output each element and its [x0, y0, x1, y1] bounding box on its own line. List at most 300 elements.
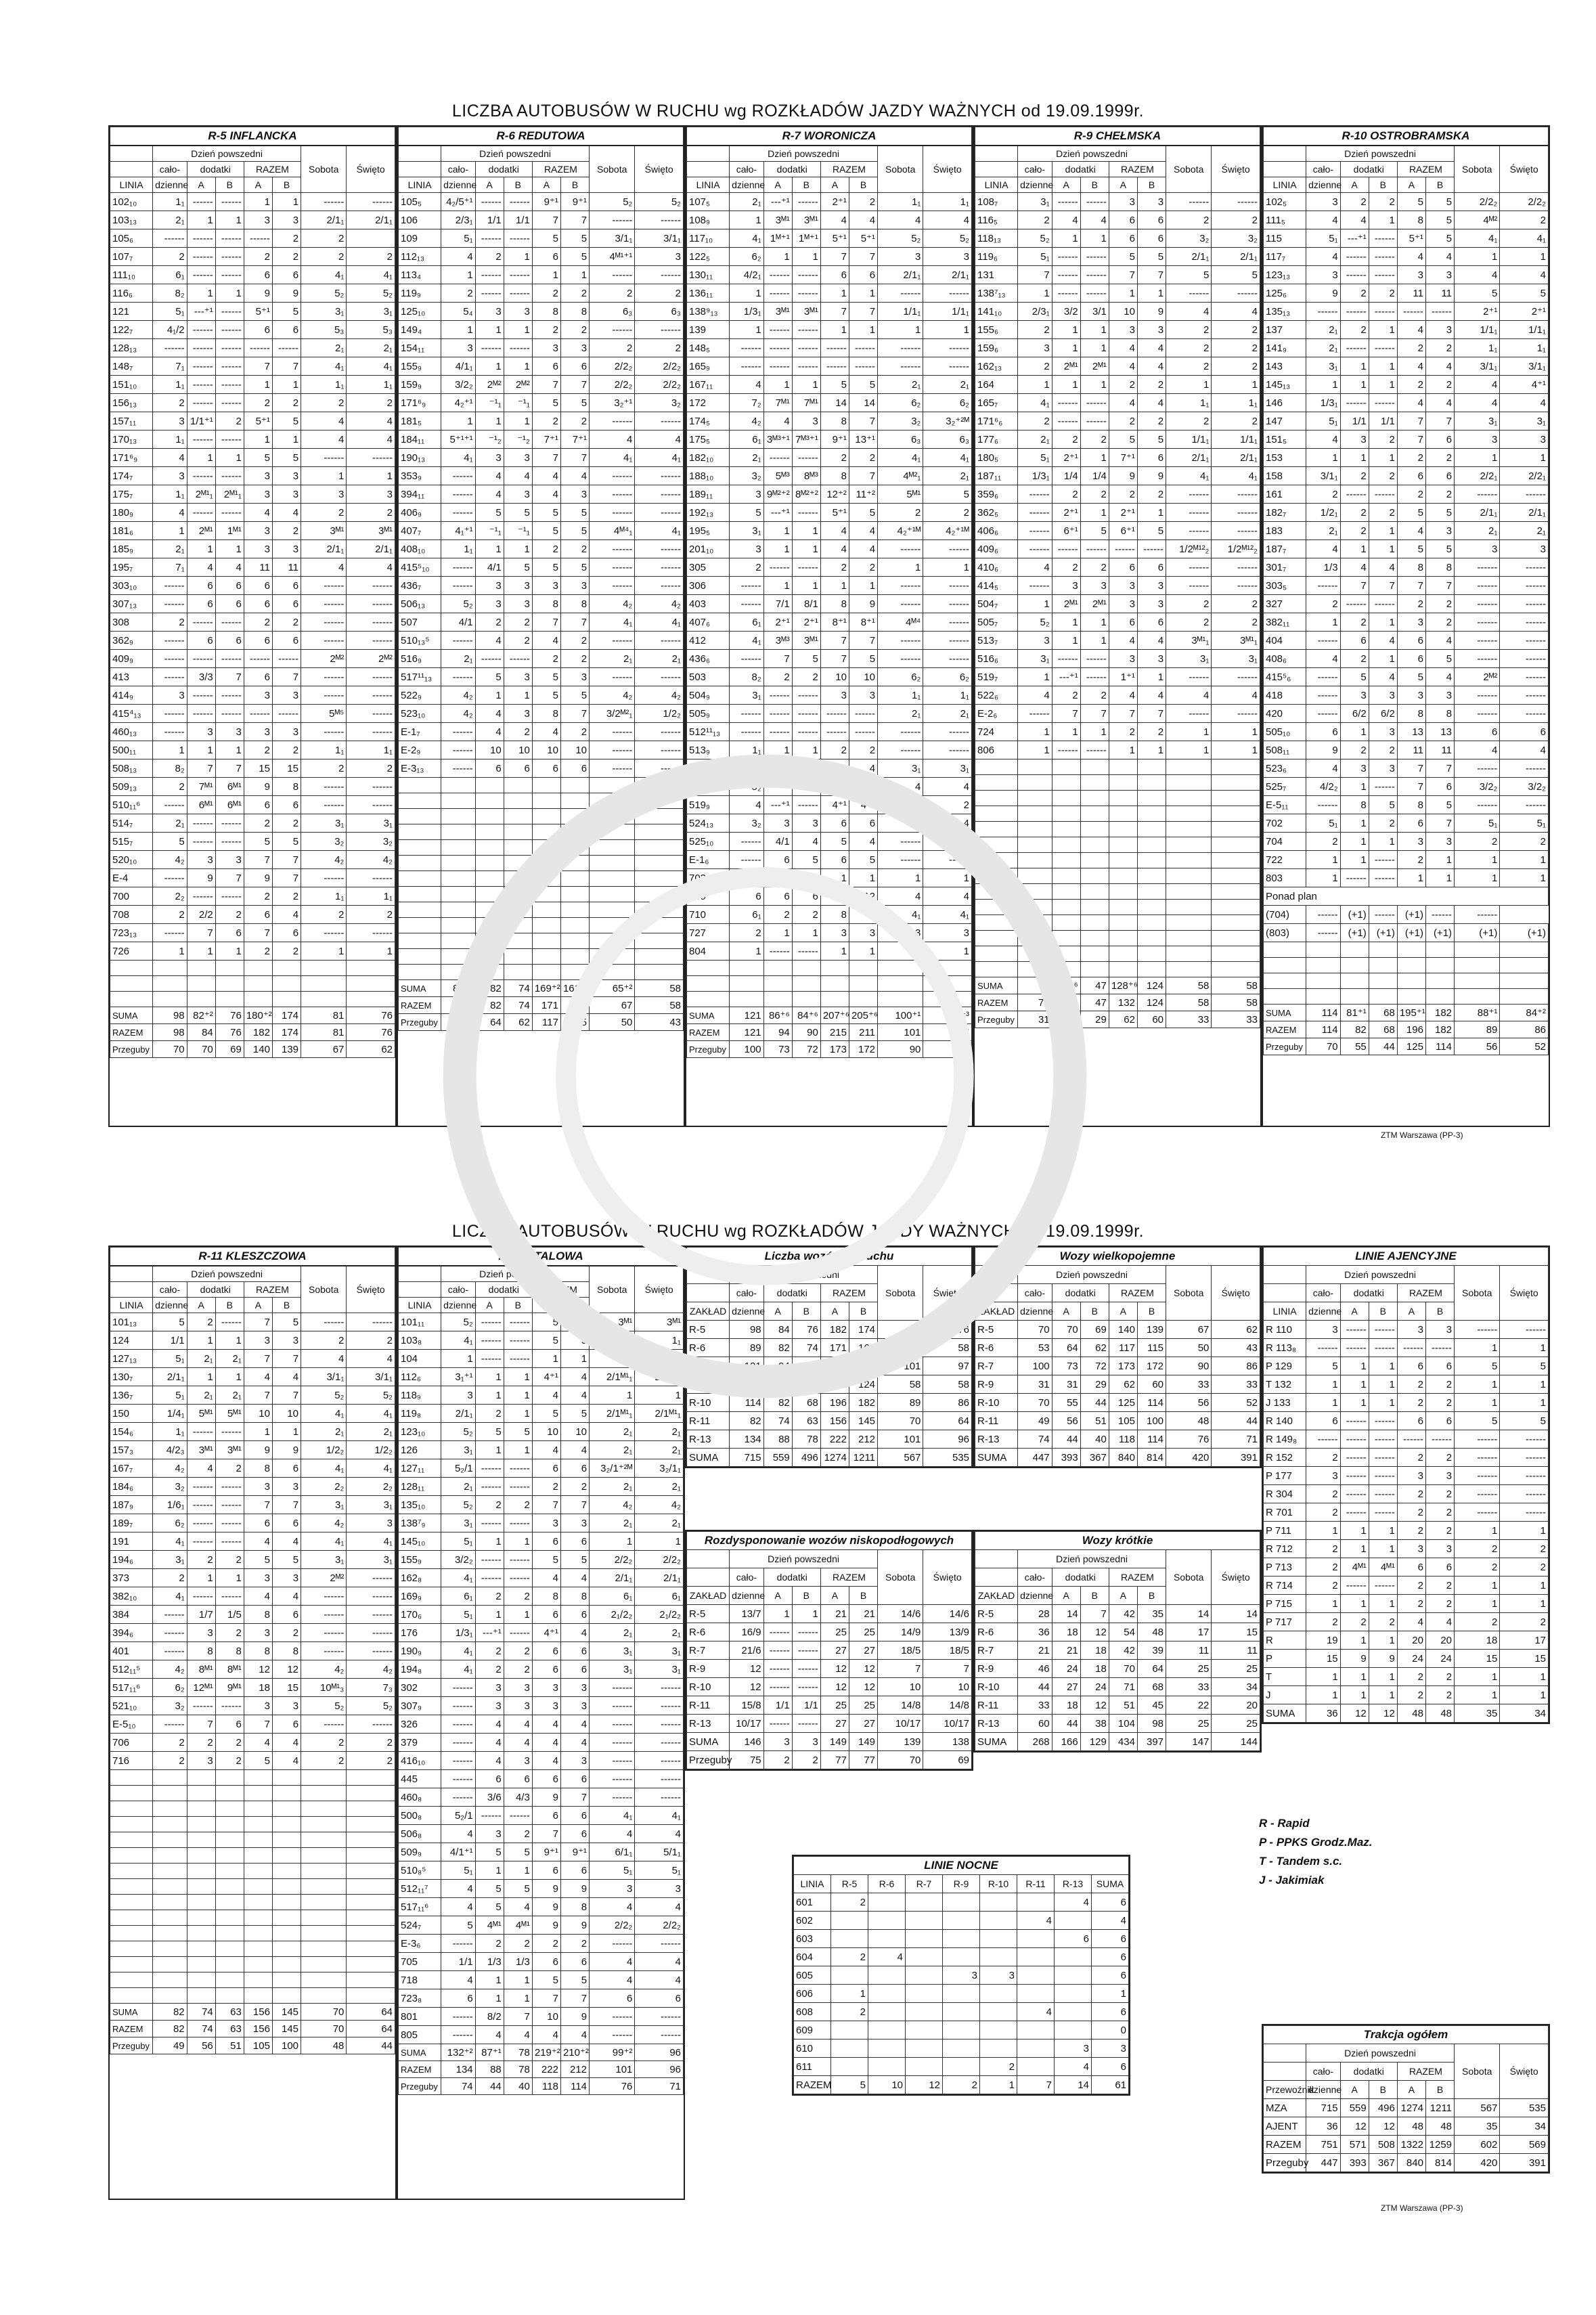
row-label: R 140	[1264, 1412, 1306, 1430]
table-row	[399, 1989, 684, 2008]
line-number: 165₉	[687, 357, 730, 376]
cell-value: ------	[923, 595, 972, 613]
line-number: 500₈	[399, 1807, 441, 1825]
cell-value: 4ᴹ⁴	[878, 613, 923, 632]
cell-value: 2	[272, 229, 301, 248]
cell-value: 2	[215, 1734, 244, 1752]
cell-value: 1	[635, 1386, 684, 1405]
summary-row	[975, 1412, 1260, 1430]
cell-value: 1	[878, 942, 923, 961]
total-value: 156	[244, 2021, 272, 2037]
cell-value: 3	[1397, 613, 1425, 632]
cell-value: ------	[215, 467, 244, 485]
cell-value: 8	[820, 906, 849, 924]
summary-row	[1264, 1485, 1549, 1503]
cell-value: 3/2₂	[1455, 778, 1500, 796]
cell-value: 4	[244, 1734, 272, 1752]
linia-header: ZAKŁAD	[975, 1302, 1018, 1321]
cell-value: 6	[792, 887, 820, 906]
legend-item: J - Jakimiak	[1259, 1874, 1325, 1887]
cell-value: 8	[272, 778, 301, 796]
ab-header: B	[792, 177, 820, 193]
total-value: 114	[1306, 1005, 1341, 1021]
cell-value: 114	[1137, 1430, 1166, 1449]
table-row	[110, 1441, 395, 1459]
line-number: 148₅	[687, 339, 730, 357]
cell-value: 124	[849, 1375, 877, 1394]
cell-value: ------	[475, 1313, 504, 1331]
summary-row	[975, 1449, 1260, 1467]
cell-value	[831, 2058, 868, 2076]
cell-value: ------	[153, 796, 187, 814]
cell-value: 2	[923, 504, 972, 522]
table-row	[399, 577, 684, 595]
cell-value: ------	[1340, 1449, 1369, 1467]
line-number: 722	[1264, 851, 1306, 869]
cell-value: 4	[560, 1734, 589, 1752]
cell-value: 3	[792, 1733, 820, 1751]
line-number: 155₉	[399, 357, 441, 376]
cell-value: 3	[1425, 522, 1454, 540]
cell-value: 3	[1018, 632, 1052, 650]
cell-value: 3/1₁	[347, 1368, 395, 1386]
sheet2	[108, 1245, 1550, 2200]
cell-value: 12	[730, 1678, 764, 1696]
sobota-header: Sobota	[878, 146, 923, 193]
line-number: 403	[687, 595, 730, 613]
cell-value: 3	[763, 814, 792, 833]
summary-row	[1264, 1558, 1549, 1577]
cell-value	[943, 1985, 980, 2003]
cell-value: 7	[504, 2008, 532, 2026]
table-row	[399, 1916, 684, 1935]
cell-value: 4	[1397, 1613, 1425, 1631]
cell-value: 20	[1397, 1631, 1425, 1650]
swieto-header: Święto	[635, 1266, 684, 1313]
total-value: 174	[272, 1024, 301, 1041]
table-row	[687, 266, 972, 284]
cell-value: ------	[475, 1569, 504, 1587]
cell-value: 4	[475, 1752, 504, 1770]
table-row	[110, 303, 395, 321]
cell-value: 6	[1137, 211, 1166, 229]
cell-value: 5	[475, 504, 504, 522]
cell-value: ------	[792, 1660, 820, 1678]
table-row	[399, 1569, 684, 1587]
cell-value: 2	[1080, 686, 1109, 705]
ab-header: A	[187, 177, 215, 193]
table-row	[687, 595, 972, 613]
cell-value: 2	[1397, 1522, 1425, 1540]
total-value: 86	[923, 1041, 972, 1058]
cell-value: 2	[763, 668, 792, 686]
total-value: 31	[1052, 1011, 1080, 1028]
cell-value: 4	[532, 485, 560, 504]
cell-value: ------	[730, 650, 764, 668]
cell-value: 18	[1080, 1660, 1109, 1678]
cell-value: 100	[1137, 1412, 1166, 1430]
ponad-plan-cell: ------	[1369, 906, 1397, 924]
cell-value	[980, 2021, 1017, 2040]
table-row	[399, 321, 684, 339]
cell-value: 211	[849, 1357, 877, 1375]
cell-value: ------	[1340, 1412, 1369, 1430]
line-number: 122₅	[687, 248, 730, 266]
table-row	[110, 376, 395, 394]
cell-value: 6₃	[878, 431, 923, 449]
cell-value: 2	[1306, 1558, 1341, 1577]
total-value: 114	[560, 2078, 589, 2095]
total-value: 210⁺²	[560, 2044, 589, 2061]
cell-value: 7	[923, 1660, 972, 1678]
table-row	[110, 1569, 395, 1587]
cell-value: 2/1₁	[301, 211, 347, 229]
cell-value: ------	[1455, 1485, 1500, 1503]
cell-value: 7	[1425, 577, 1454, 595]
cell-value: 3	[244, 211, 272, 229]
ab-header: B	[215, 1298, 244, 1313]
table-row	[110, 1715, 395, 1734]
cell-value: 2	[532, 321, 560, 339]
cell-value: 3₂	[730, 467, 764, 485]
cell-value: 7	[560, 1496, 589, 1514]
swieto-header: Święto	[347, 146, 395, 193]
cell-value: 5	[532, 1551, 560, 1569]
line-number: 504₉	[687, 686, 730, 705]
cell-value: 3	[532, 1697, 560, 1715]
line-number: 601	[794, 1893, 831, 1912]
table-row	[399, 1551, 684, 1569]
line-number: 514₁₁	[687, 759, 730, 778]
line-number: 123₁₃	[1264, 266, 1306, 284]
total-value: 31	[1018, 1011, 1052, 1028]
cell-value: 2	[849, 741, 877, 759]
cell-value: 2	[820, 449, 849, 467]
line-number: 159₆	[975, 339, 1018, 357]
cell-value: 2	[1397, 1503, 1425, 1522]
total-value: 121	[730, 1024, 764, 1041]
cell-value: 2	[1109, 485, 1137, 504]
cell-value: 393	[1340, 2154, 1369, 2172]
cell-value: ------	[1212, 284, 1260, 303]
cell-value: ------	[1018, 577, 1052, 595]
trakcja-ogolem-table	[1262, 2024, 1550, 2174]
cell-value: 2₁	[635, 1478, 684, 1496]
cell-value: 2₁	[187, 1386, 215, 1405]
row-label: R-11	[687, 1696, 730, 1715]
cell-value: 2	[1397, 1375, 1425, 1394]
ab-header: A	[1052, 1302, 1080, 1321]
total-value: 49	[153, 2037, 187, 2054]
cell-value: 89	[878, 1394, 923, 1412]
summary-row	[975, 1605, 1260, 1623]
line-number: E-2₆	[975, 705, 1018, 723]
table-row	[110, 1660, 395, 1679]
cell-value: 4	[820, 522, 849, 540]
table-row	[399, 2008, 684, 2026]
cell-value: ------	[635, 1697, 684, 1715]
line-number: 112₆	[399, 1368, 441, 1386]
line-number: 174₇	[110, 467, 153, 485]
cell-value: 1	[1340, 814, 1369, 833]
cell-value: 2	[878, 796, 923, 814]
cell-value: 3₂	[730, 814, 764, 833]
total-value: 117	[532, 1014, 560, 1031]
przeguby-label: Przeguby	[975, 1011, 1018, 1028]
cell-value: 1	[1212, 723, 1260, 741]
swieto-header: Święto	[923, 146, 972, 193]
cell-value: 2	[347, 1734, 395, 1752]
cell-value: 814	[1425, 2154, 1454, 2172]
cell-value: 4	[244, 504, 272, 522]
cell-value: 3	[475, 577, 504, 595]
cell-value: 5	[1500, 1357, 1549, 1375]
cell-value: 4₁	[347, 357, 395, 376]
cell-value: ------	[1500, 577, 1549, 595]
cell-value: 1₁	[153, 431, 187, 449]
cell-value: 8	[560, 595, 589, 613]
line-number: 362₉	[110, 632, 153, 650]
cell-value: ------	[1340, 1485, 1369, 1503]
cell-value: ------	[441, 1697, 476, 1715]
summary-row	[687, 1715, 972, 1733]
cell-value: ------	[792, 1623, 820, 1641]
line-number: 524₁₃	[687, 814, 730, 833]
table-row	[399, 1953, 684, 1971]
cell-value: 5	[849, 504, 877, 522]
cell-value: 1	[1500, 1375, 1549, 1394]
line-number: 111₁₀	[110, 266, 153, 284]
cell-value: ------	[878, 632, 923, 650]
table-row	[975, 686, 1260, 705]
blank-header	[975, 162, 1018, 177]
cell-value: ------	[1166, 284, 1212, 303]
cell-value: 2/1₁	[301, 540, 347, 558]
ab-header: A	[1109, 177, 1137, 193]
cell-value: 7	[244, 851, 272, 869]
cell-value: 5₂	[1018, 229, 1052, 248]
cell-value: 1211	[1425, 2099, 1454, 2117]
cell-value: 6	[244, 1514, 272, 1533]
cell-value: 6	[560, 1861, 589, 1880]
cell-value: 2/1₁	[1500, 504, 1549, 522]
cell-value: 367	[1080, 1449, 1109, 1467]
cell-value: 115	[1137, 1339, 1166, 1357]
cell-value: 4	[590, 1825, 635, 1843]
cell-value: 71	[1109, 1678, 1137, 1696]
cell-value: ------	[187, 248, 215, 266]
suma-label: SUMA	[1264, 1005, 1306, 1021]
cell-value: 7₂	[730, 394, 764, 412]
line-number: 180₅	[975, 449, 1018, 467]
cell-value	[1017, 1930, 1055, 1948]
line-number: 105₅	[399, 193, 441, 211]
cell-value: 10	[532, 1423, 560, 1441]
line-number: 145₁₃	[1264, 376, 1306, 394]
cell-value: 5₃	[301, 321, 347, 339]
cell-value: 11	[244, 558, 272, 577]
cell-value: 3	[475, 1825, 504, 1843]
table-row	[399, 504, 684, 522]
total-value: 84⁺²	[1500, 1005, 1549, 1021]
block-title: R-9 CHEŁMSKA	[975, 127, 1260, 146]
cell-value: 33	[1212, 1375, 1260, 1394]
cell-value: 2	[215, 412, 244, 431]
cell-value: 2	[560, 650, 589, 668]
cell-value: 3	[590, 1880, 635, 1898]
cell-value: 3	[1369, 723, 1397, 741]
cell-value: 1	[1455, 1339, 1500, 1357]
total-value: 73	[763, 1041, 792, 1058]
cell-value: 2	[1212, 321, 1260, 339]
line-number: 524₇	[399, 1916, 441, 1935]
cell-value: 3	[1397, 1540, 1425, 1558]
cell-value: 25	[1212, 1660, 1260, 1678]
cell-value: 2	[347, 394, 395, 412]
line-number: 525₇	[1264, 778, 1306, 796]
cell-value: ------	[1212, 522, 1260, 540]
cell-value: 567	[878, 1449, 923, 1467]
dodatki-header: dodatki	[475, 1282, 532, 1298]
cell-value: ------	[792, 942, 820, 961]
cell-value: 1	[1500, 851, 1549, 869]
cell-value: ------	[1212, 504, 1260, 522]
summary-row	[687, 1605, 972, 1623]
calo-header: cało-	[730, 162, 764, 177]
cell-value: 2	[475, 1642, 504, 1660]
cell-value: 2/2₂	[590, 357, 635, 376]
cell-value: 2	[1052, 686, 1080, 705]
cell-value: 2	[301, 504, 347, 522]
cell-value: ------	[792, 686, 820, 705]
cell-value: 2	[1306, 595, 1341, 613]
cell-value: ------	[792, 449, 820, 467]
cell-value: 2	[1018, 412, 1052, 431]
cell-value: 3₁	[635, 1660, 684, 1679]
cell-value: 70	[1052, 1321, 1080, 1339]
cell-value: 1	[1080, 723, 1109, 741]
cell-value: ------	[590, 1752, 635, 1770]
total-value: 64	[475, 1014, 504, 1031]
line-number: 723₁₃	[110, 924, 153, 942]
line-number: 102₁₀	[110, 193, 153, 211]
cell-value: 4	[475, 632, 504, 650]
cell-value: ------	[590, 1715, 635, 1734]
cell-value: 6	[1109, 558, 1137, 577]
cell-value: ------	[730, 577, 764, 595]
cell-value: 12	[820, 887, 849, 906]
cell-value: 3	[244, 1697, 272, 1715]
cell-value: 5₂	[301, 1386, 347, 1405]
cell-value: 7	[272, 668, 301, 686]
cell-value: ------	[1369, 229, 1397, 248]
cell-value: 3	[560, 668, 589, 686]
summary-row	[687, 1321, 972, 1339]
cell-value: 2	[1369, 814, 1397, 833]
cell-value: 62	[1109, 1375, 1137, 1394]
line-number: 141₉	[1264, 339, 1306, 357]
cell-value: 7	[1397, 412, 1425, 431]
blank-header	[399, 146, 441, 162]
cell-value: 8	[1425, 705, 1454, 723]
cell-value: 10/17	[923, 1715, 972, 1733]
cell-value: 6	[244, 796, 272, 814]
cell-value: 2	[153, 248, 187, 266]
line-number: 515₇	[110, 833, 153, 851]
cell-value: 6	[272, 595, 301, 613]
cell-value: ------	[1166, 577, 1212, 595]
table-row	[975, 741, 1260, 759]
cell-value: 1	[504, 1989, 532, 2008]
cell-value: 1	[1455, 1522, 1500, 1540]
cell-value: ------	[1500, 668, 1549, 686]
cell-value: ------	[504, 1478, 532, 1496]
cell-value: 3ᴹ¹	[187, 1441, 215, 1459]
cell-value: 4₂	[635, 1496, 684, 1514]
cell-value: 6ᴹ¹	[215, 796, 244, 814]
dzienne-header: dzienne	[1018, 177, 1052, 193]
table-row	[110, 1405, 395, 1423]
cell-value: 5₁	[153, 1350, 187, 1368]
cell-value: ------	[504, 1331, 532, 1350]
cell-value: 4ᴹ⁴₁	[590, 522, 635, 540]
row-label: R-13	[975, 1430, 1018, 1449]
cell-value: 10	[560, 1423, 589, 1441]
cell-value: 4	[441, 248, 476, 266]
cell-value: ------	[347, 449, 395, 467]
table-row	[399, 449, 684, 467]
cell-value: 5	[560, 229, 589, 248]
cell-value: ------	[504, 193, 532, 211]
cell-value: 3	[1425, 266, 1454, 284]
cell-value: 6	[215, 595, 244, 613]
cell-value: 4	[1369, 558, 1397, 577]
cell-value: 1	[1137, 504, 1166, 522]
table-row	[110, 431, 395, 449]
table-row	[399, 485, 684, 504]
cell-value: 12	[1369, 1704, 1397, 1723]
table-row	[110, 1368, 395, 1386]
sobota-header: Sobota	[1166, 146, 1212, 193]
blank-header	[975, 1284, 1018, 1302]
cell-value: ------	[1397, 303, 1425, 321]
line-number: 460₈	[399, 1788, 441, 1807]
cell-value: 1	[831, 1985, 868, 2003]
cell-value: 4	[504, 1898, 532, 1916]
cell-value: 12	[272, 1660, 301, 1679]
cell-value: 4₁	[441, 1569, 476, 1587]
cell-value: 2₁	[923, 705, 972, 723]
cell-value: 2	[1455, 1558, 1500, 1577]
cell-value: 2	[763, 906, 792, 924]
summary-row	[1264, 1522, 1549, 1540]
table-row	[687, 431, 972, 449]
line-number: 302	[399, 1679, 441, 1697]
cell-value: 3	[849, 686, 877, 705]
cell-value: 2/2	[187, 906, 215, 924]
calo-header: cało-	[730, 1284, 764, 1302]
cell-value: 63	[792, 1412, 820, 1430]
total-value: 94⁺³	[923, 1007, 972, 1024]
cell-value: 1	[730, 869, 764, 887]
table-row	[1264, 577, 1549, 595]
line-number: 130₇	[110, 1368, 153, 1386]
cell-value: ------	[244, 650, 272, 668]
cell-value: ------	[153, 705, 187, 723]
total-value: 58	[1212, 994, 1260, 1011]
cell-value: 3	[244, 467, 272, 485]
cell-value: 4	[475, 1734, 504, 1752]
